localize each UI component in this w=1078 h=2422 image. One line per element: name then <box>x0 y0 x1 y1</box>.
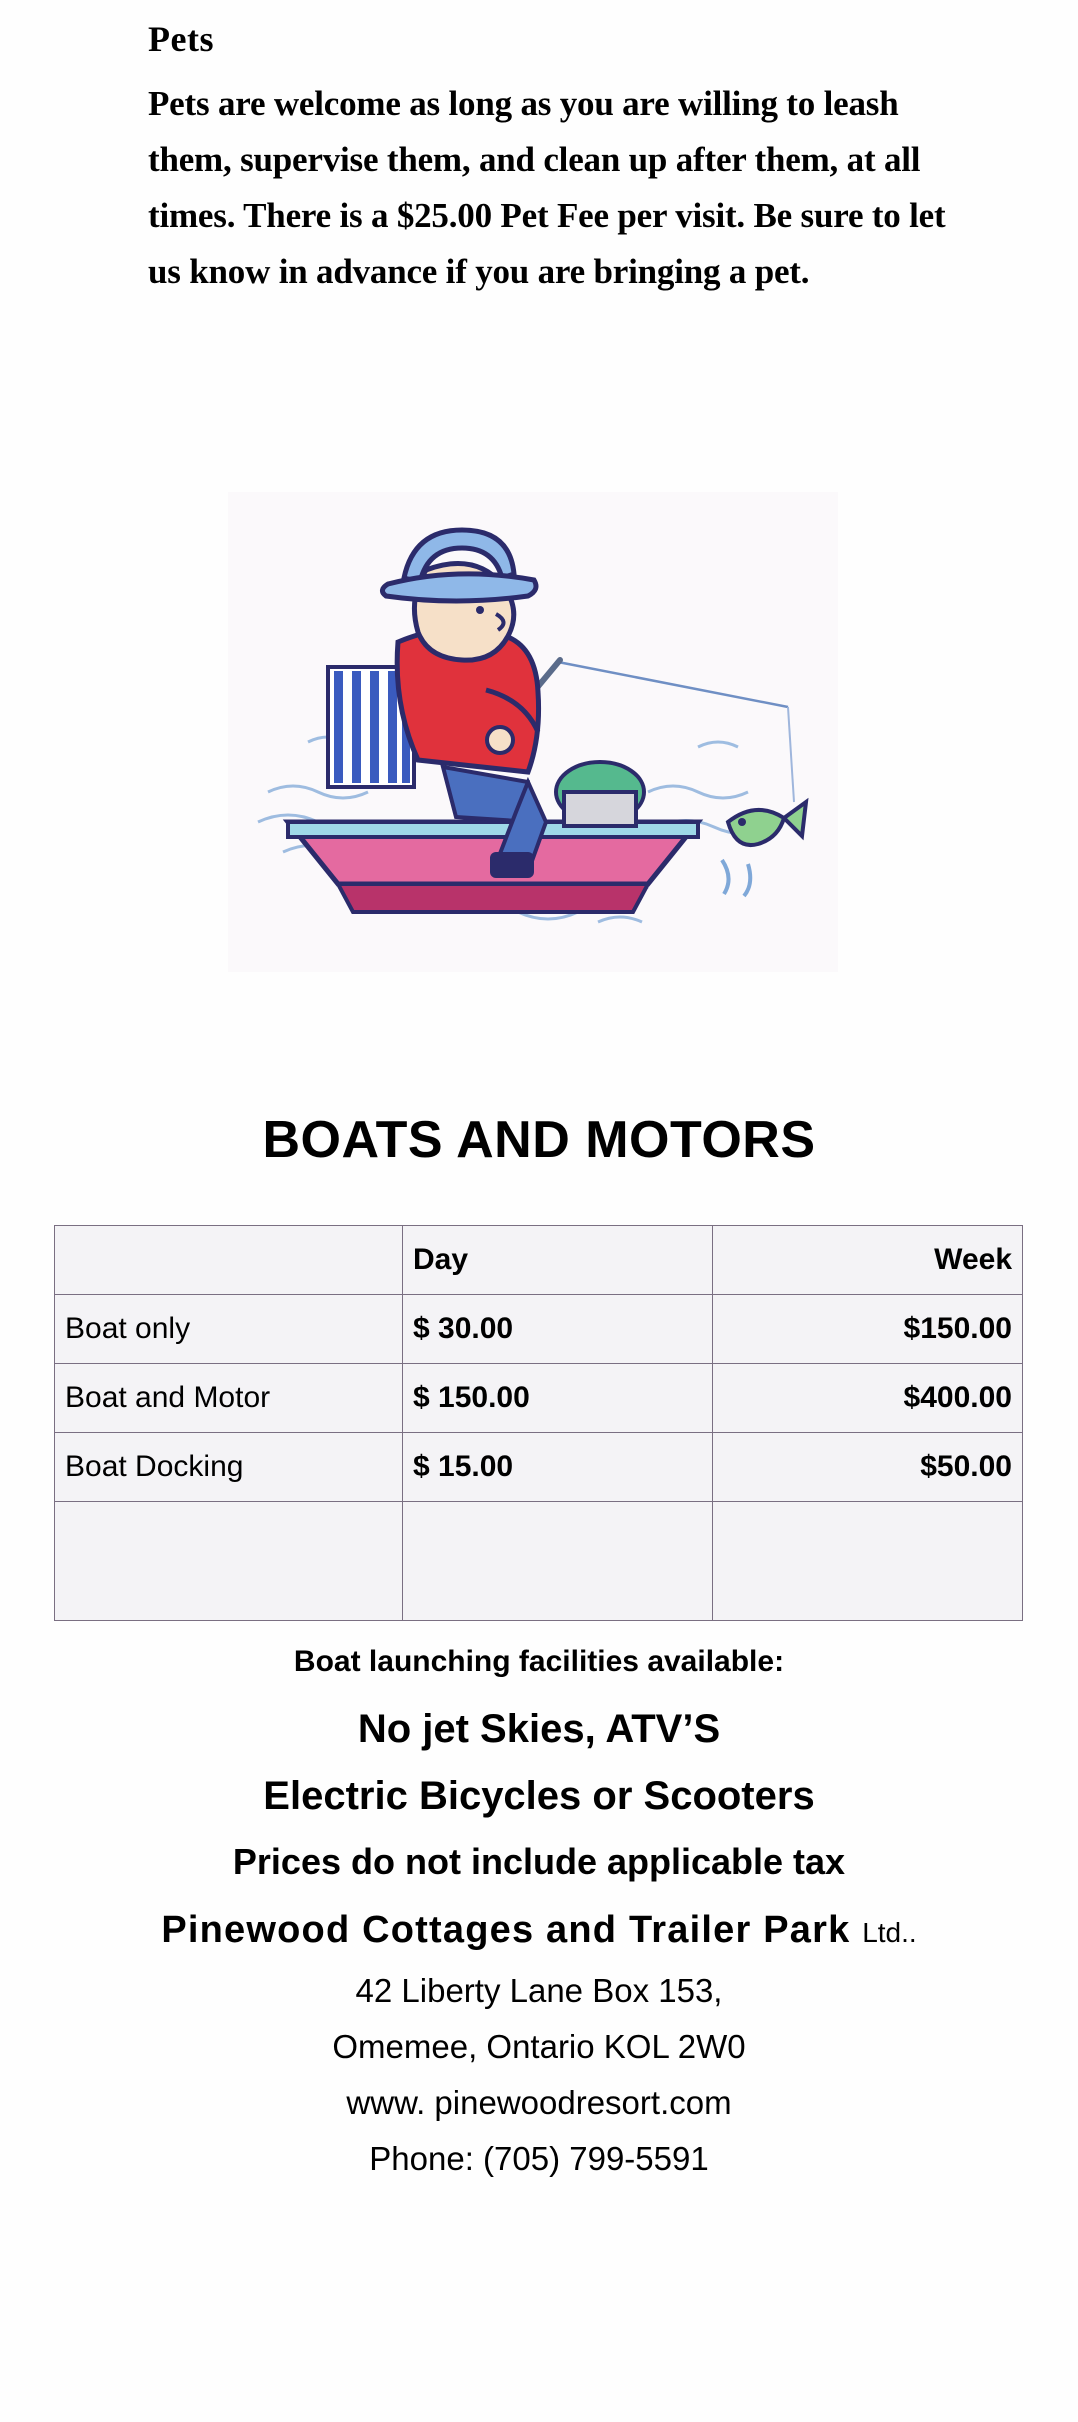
boats-and-motors-title: BOATS AND MOTORS <box>262 1111 816 1169</box>
company-name: Pinewood Cottages and Trailer Park <box>161 1909 851 1951</box>
table-row-empty <box>55 1502 1023 1621</box>
footer-block <box>0 1645 1078 2178</box>
pets-section <box>148 18 998 300</box>
row-day-price: $ 150.00 <box>403 1364 713 1433</box>
row-week-price <box>713 1502 1023 1621</box>
restriction-line-2: Electric Bicycles or Scooters <box>263 1774 815 1818</box>
row-day-price <box>403 1502 713 1621</box>
boat-launching-note: Boat launching facilities available: <box>293 1645 785 1678</box>
boat-rates-table <box>54 1225 1023 1621</box>
website-url: www. pinewoodresort.com <box>346 2084 732 2121</box>
address-line-2: Omemee, Ontario KOL 2W0 <box>332 2028 746 2065</box>
table-row <box>55 1364 1023 1433</box>
table-header-row <box>55 1226 1023 1295</box>
company-name-line <box>0 1909 1078 1952</box>
man-fishing-in-boat-illustration <box>228 492 838 972</box>
table-row <box>55 1433 1023 1502</box>
pets-body-text: Pets are welcome as long as you are willing to leash them, supervise them, and clean up after them, at all times. There is a $25.00 Pet Fee per visit. Be sure to let us know in advance if you are bringing a pet. <box>148 84 946 291</box>
header-week: Week <box>713 1226 1023 1295</box>
header-day: Day <box>403 1226 713 1295</box>
row-day-price: $ 15.00 <box>403 1433 713 1502</box>
row-label: Boat and Motor <box>55 1364 403 1433</box>
row-week-price: $150.00 <box>713 1295 1023 1364</box>
header-blank <box>55 1226 403 1295</box>
company-suffix: Ltd.. <box>862 1917 917 1948</box>
restriction-line-1: No jet Skies, ATV’S <box>357 1707 721 1751</box>
row-day-price: $ 30.00 <box>403 1295 713 1364</box>
row-label: Boat only <box>55 1295 403 1364</box>
row-label: Boat Docking <box>55 1433 403 1502</box>
row-week-price: $50.00 <box>713 1433 1023 1502</box>
table-row <box>55 1295 1023 1364</box>
address-line-1: 42 Liberty Lane Box 153, <box>355 1972 723 2009</box>
pets-heading: Pets <box>148 19 214 59</box>
tax-note: Prices do not include applicable tax <box>232 1841 846 1882</box>
row-week-price: $400.00 <box>713 1364 1023 1433</box>
row-label <box>55 1502 403 1621</box>
phone-number: Phone: (705) 799-5591 <box>369 2140 709 2177</box>
